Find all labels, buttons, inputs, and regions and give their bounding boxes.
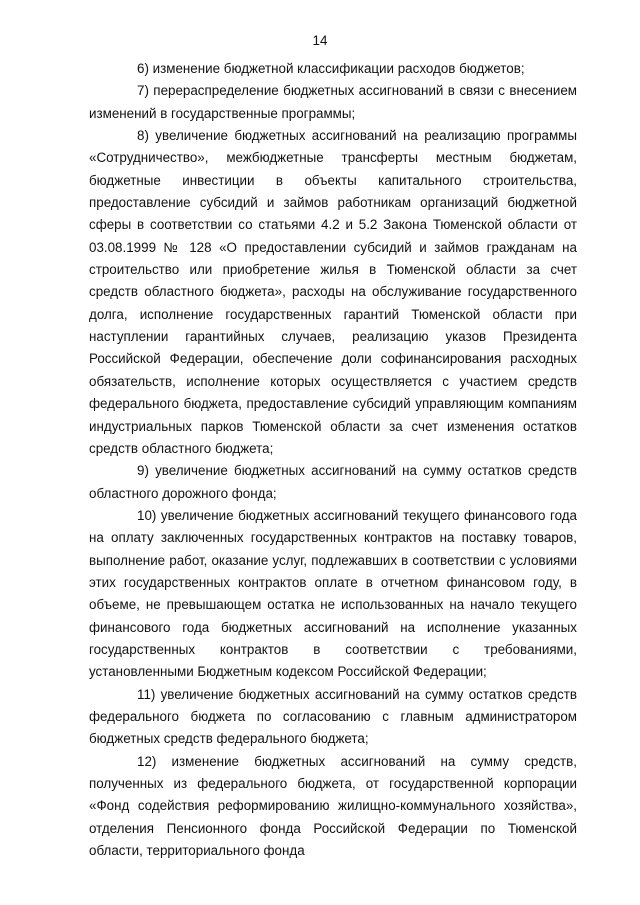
paragraph-item-10: 10) увеличение бюджетных ассигнований текущего финансового года на оплату заключенных государственных контрактов на поставку товаров, выполнение работ, оказание услуг, подлежавших в соответствии с условиями этих государственных контрактов оплате в отчетном финансовом году, в объеме, не превышающем остатка не использованных на начало текущего финансового года бюджетных ассигнований на исполнение указанных государственных контрактов в соответствии с требованиями, установленными Бюджетным кодексом Российской Федерации; xyxy=(89,507,577,680)
paragraph-item-11: 11) увеличение бюджетных ассигнований на сумму остатков средств федерального бюджета по согласованию с главным администратором бюджетных средств федерального бюджета; xyxy=(89,686,577,747)
paragraph-item-7: 7) перераспределение бюджетных ассигнований в связи с внесением изменений в государственные программы; xyxy=(89,83,577,121)
document-body xyxy=(89,58,577,862)
paragraph-item-9: 9) увеличение бюджетных ассигнований на сумму остатков средств областного дорожного фонда; xyxy=(89,463,577,501)
paragraph-item-6: 6) изменение бюджетной классификации расходов бюджетов; xyxy=(137,61,525,76)
paragraph-item-12: 12) изменение бюджетных ассигнований на сумму средств, полученных из федерального бюджета, от государственной корпорации «Фонд содействия реформированию жилищно-коммунального хозяйства», отделения Пенсионного фонда Российской Федерации по Тюменской области, территориального фонда xyxy=(89,753,577,859)
page-number: 14 xyxy=(312,33,328,48)
paragraph-item-8: 8) увеличение бюджетных ассигнований на реализацию программы «Сотрудничество», межбюджетные трансферты местным бюджетам, бюджетные инвестиции в объекты капитального строительства, предоставление субсидий и займов работникам организаций бюджетной сферы в соответствии со статьями 4.2 и 5.2 Закона Тюменской области от 03.08.1999 № 128 «О предоставлении субсидий и займов гражданам на строительство или приобретение жилья в Тюменской области за счет средств областного бюджета», расходы на обслуживание государственного долга, исполнение государственных гарантий Тюменской области при наступлении гарантийных случаев, реализацию указов Президента Российской Федерации, обеспечение доли софинансирования расходных обязательств, исполнение которых осуществляется с участием средств федерального бюджета, предоставление субсидий управляющим компаниям индустриальных парков Тюменской области за счет изменения остатков средств областного бюджета; xyxy=(89,128,577,456)
